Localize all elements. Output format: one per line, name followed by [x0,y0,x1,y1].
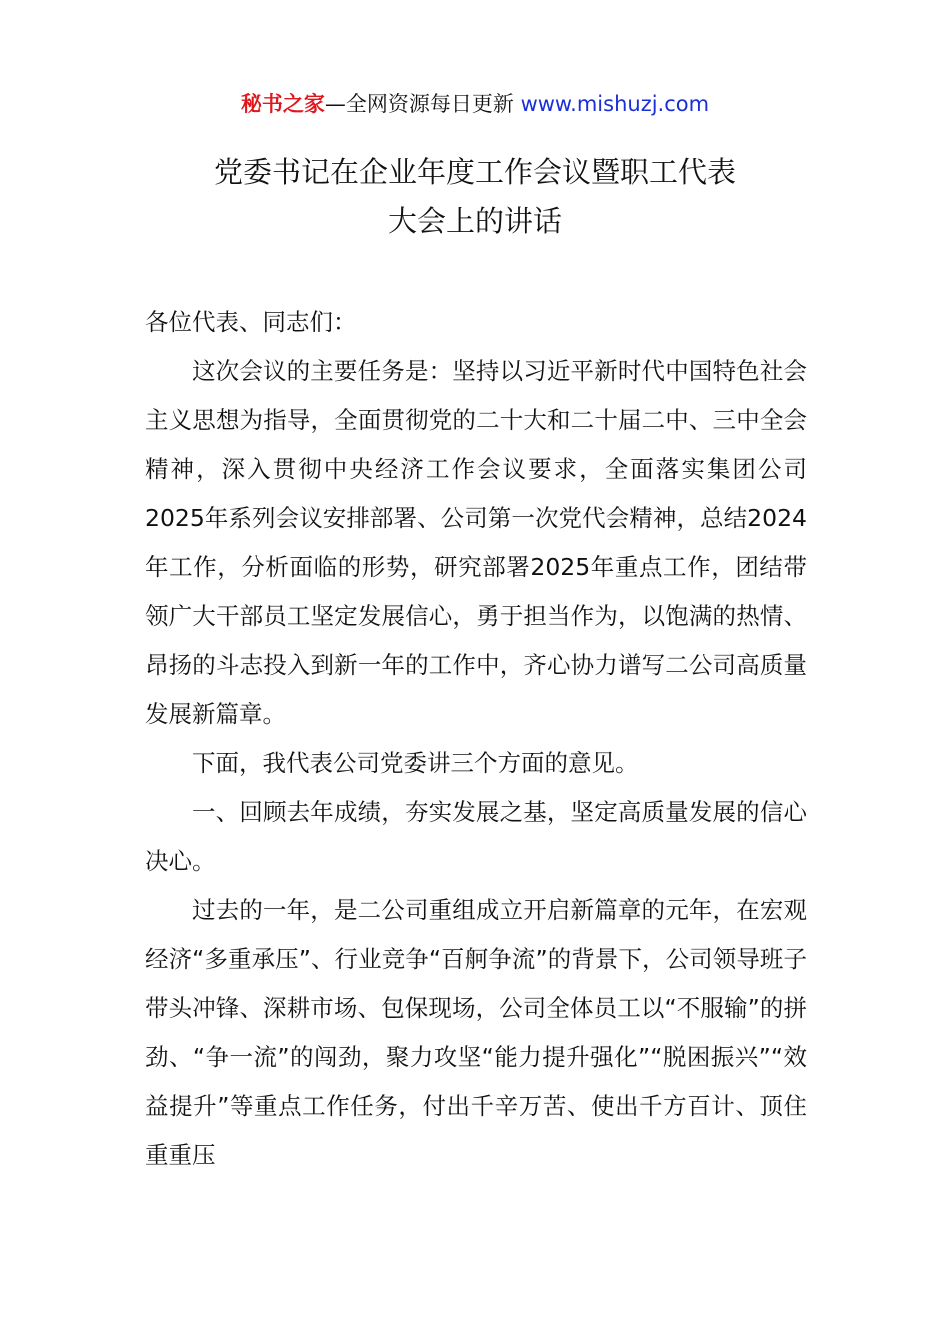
paragraph-outline: 下面，我代表公司党委讲三个方面的意见。 [192,749,639,777]
section-heading-1: 一、回顾去年成绩，夯实发展之基，坚定高质量发展的信心决心。 [145,798,807,875]
header-tagline: —全网资源每日更新 [324,92,521,116]
paragraph-review: 过去的一年，是二公司重组成立开启新篇章的元年，在宏观经济“多重承压”、行业竞争“百舸争流”的背景下，公司领导班子带头冲锋、深耕市场、包保现场，公司全体员工以“不服输”的拼劲、“争一流”的闯劲，聚力攻坚“能力提升强化”“脱困振兴”“效益提升”等重点工作任务，付出千辛万苦、使出千方百计、顶住重重压 [145,896,807,1169]
site-header [0,88,950,120]
document-body [145,298,807,1180]
salutation: 各位代表、同志们： [145,308,357,336]
paragraph-intro: 这次会议的主要任务是：坚持以习近平新时代中国特色社会主义思想为指导，全面贯彻党的二十大和二十届二中、三中全会精神，深入贯彻中央经济工作会议要求，全面落实集团公司2025年系列会议安排部署、公司第一次党代会精神，总结2024年工作，分析面临的形势，研究部署2025年重点工作，团结带领广大干部员工坚定发展信心，勇于担当作为，以饱满的热情、昂扬的斗志投入到新一年的工作中，齐心协力谱写二公司高质量发展新篇章。 [145,357,807,728]
site-url-link[interactable]: www.mishuzj.com [520,92,710,116]
document-title [0,148,950,246]
title-line-1: 党委书记在企业年度工作会议暨职工代表 [213,155,736,189]
title-line-2: 大会上的讲话 [387,204,562,238]
brand-name: 秘书之家 [240,92,325,116]
